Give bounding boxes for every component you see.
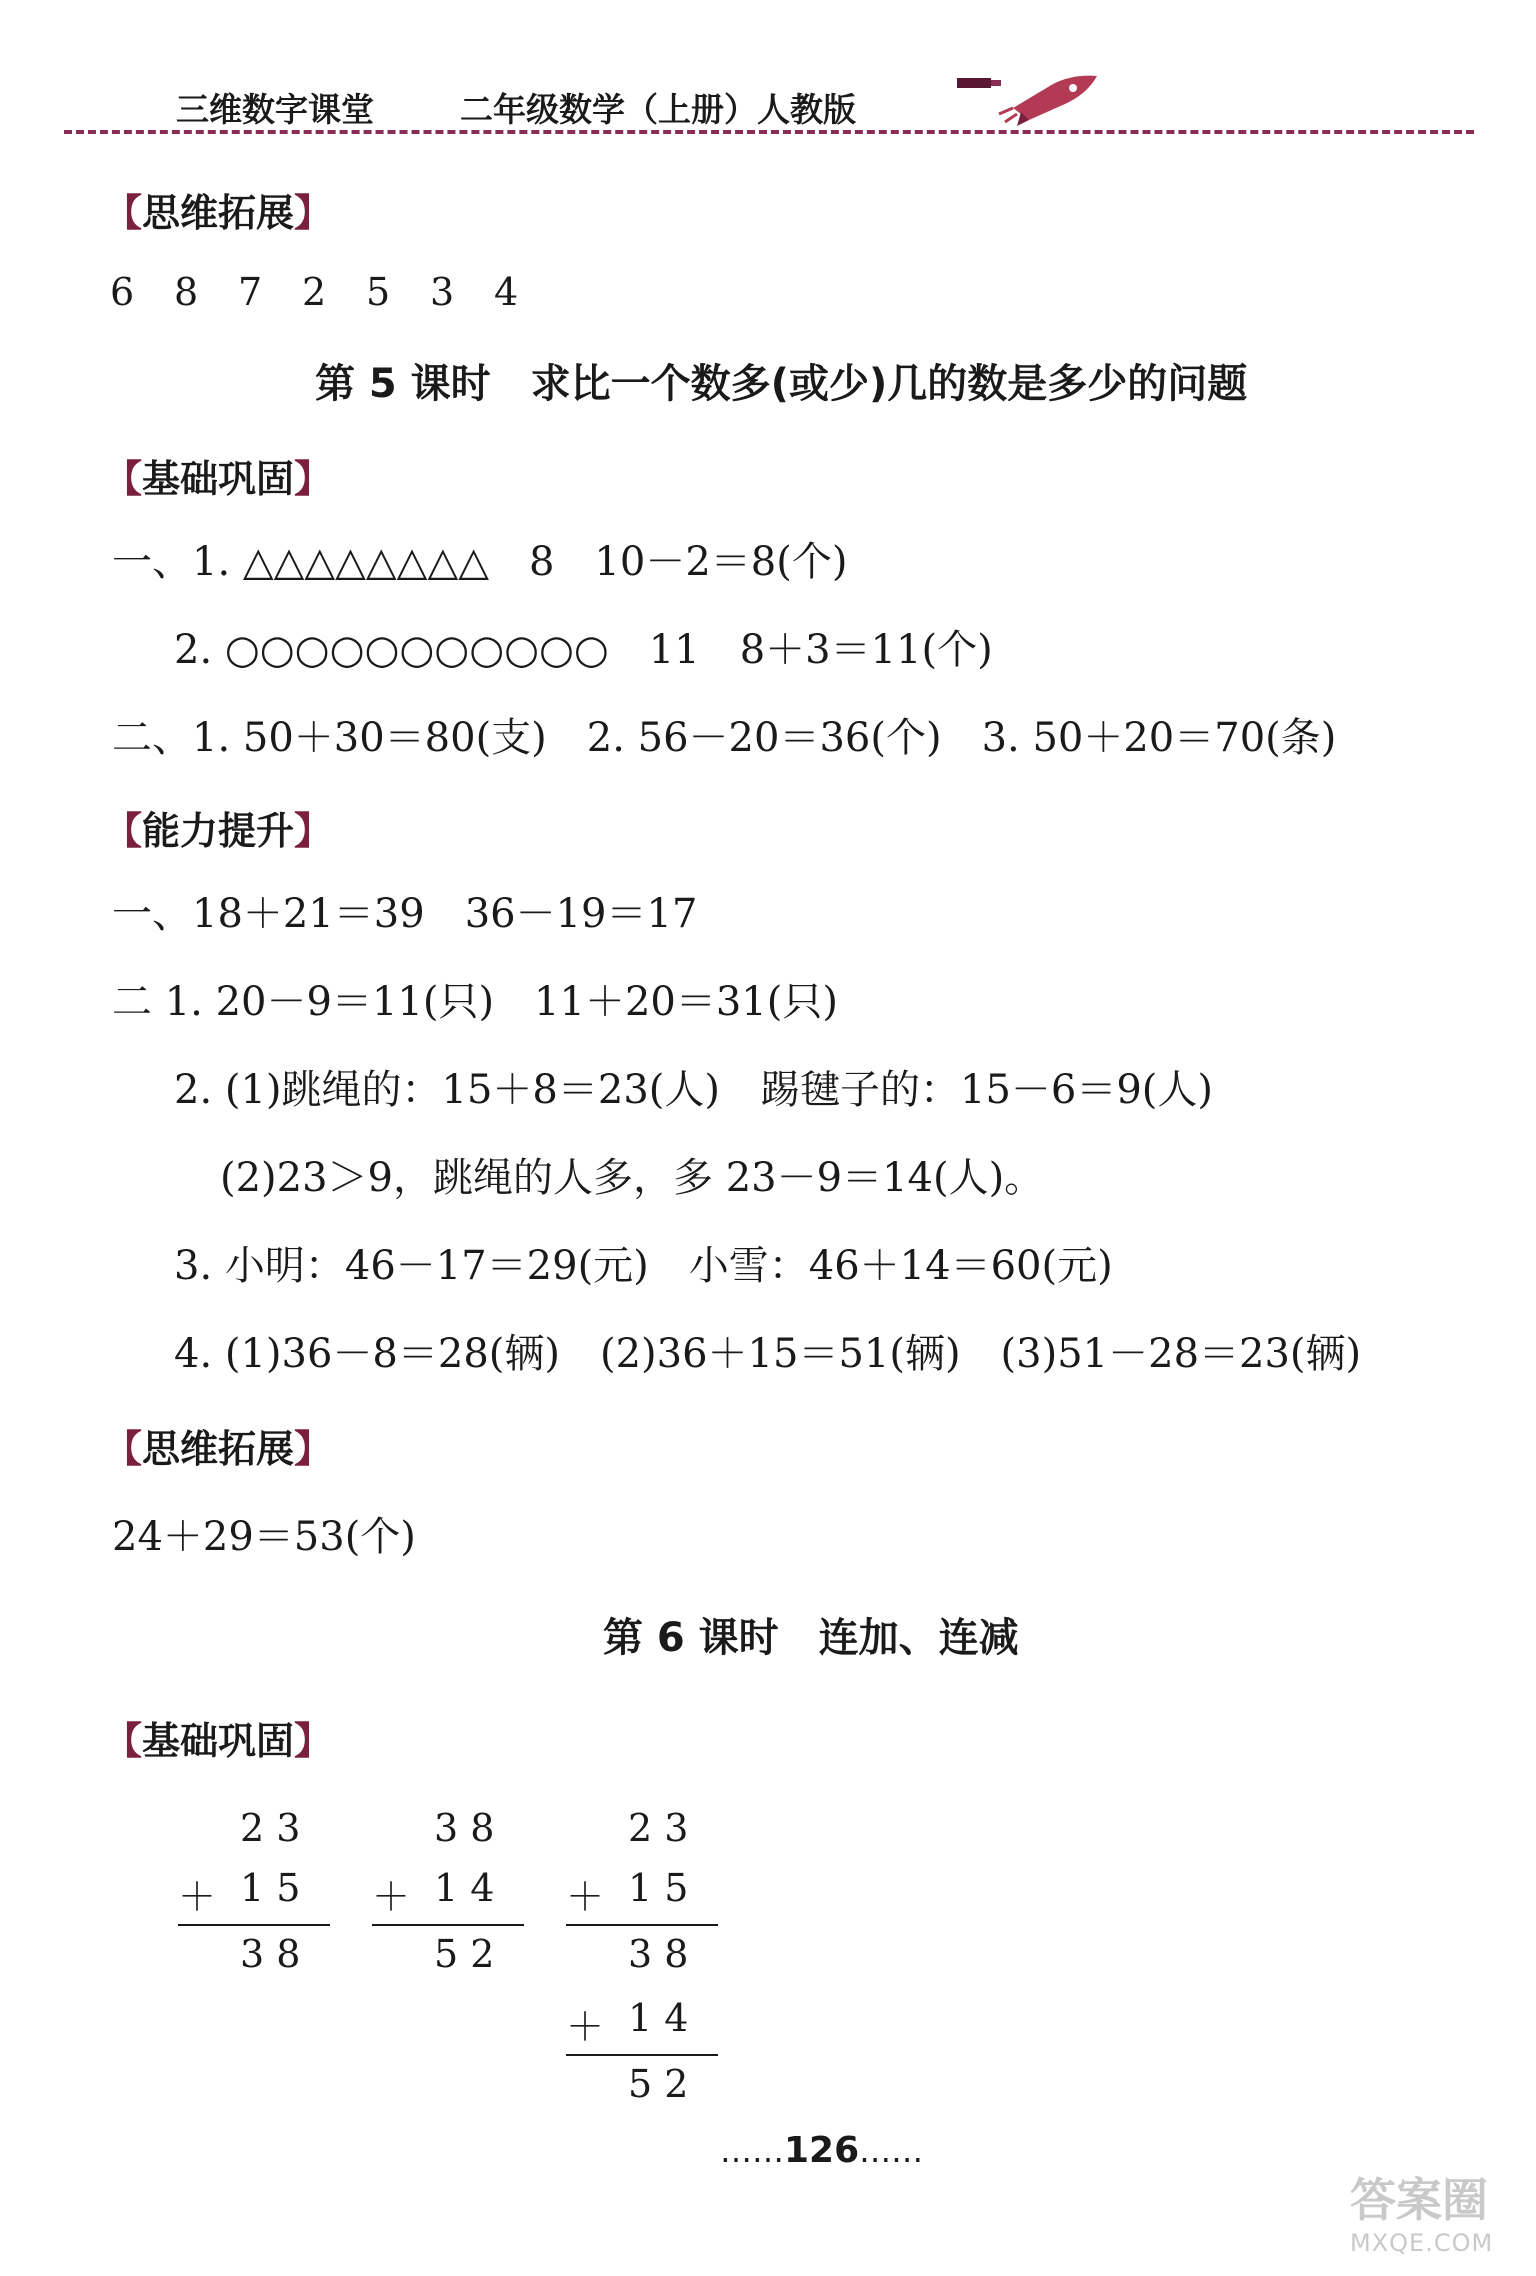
sum-result: 5 2 [628,2062,689,2106]
lesson-6-title: 第 6 课时 连加、连减 [603,1615,1019,1661]
plus-sign: ＋ [566,1875,605,1919]
answer-line: 4. (1)36－8＝28(辆) (2)36＋15＝51(辆) (3)51－28＝23(辆) [174,1331,1362,1377]
answer-line: 2. (1)跳绳的：15＋8＝23(人) 踢毽子的：15－6＝9(人) [174,1067,1214,1113]
rocket-icon [955,68,1115,128]
addend-top: 2 3 [240,1806,301,1850]
section-heading-ability: 【能力提升】 [104,809,333,853]
sum-line [566,1924,718,1926]
addend-top: 2 3 [628,1806,689,1850]
book-series-title: 三维数字课堂 [176,90,374,129]
sequence-number: 7 [238,270,263,314]
plus-sign: ＋ [178,1875,217,1919]
book-subject-title: 二年级数学（上册）人教版 [460,90,856,129]
sequence-number: 8 [174,270,199,314]
sum-line [178,1924,330,1926]
partial-sum: 3 8 [628,1932,689,1976]
answer-line: 24＋29＝53(个) [112,1514,416,1560]
sum-line [372,1924,524,1926]
addend-bottom: 1 5 [628,1866,689,1910]
section-heading-think-1: 【思维拓展】 [104,191,333,235]
answer-line: 一、1. △△△△△△△△ 8 10－2＝8(个) [112,539,848,585]
addend-top: 3 8 [434,1806,495,1850]
sequence-number: 6 [110,270,135,314]
section-heading-think-2: 【思维拓展】 [104,1427,333,1471]
sequence-number: 2 [302,270,327,314]
addend-bottom: 1 4 [434,1866,495,1910]
answer-line: 3. 小明：46－17＝29(元) 小雪：46＋14＝60(元) [174,1243,1113,1289]
sequence-number: 5 [366,270,391,314]
answer-line: 二、1. 50＋30＝80(支) 2. 56－20＝36(个) 3. 50＋20＝70(条) [112,715,1337,761]
plus-sign: ＋ [566,2005,605,2049]
sequence-number: 3 [430,270,455,314]
section-heading-basic-2: 【基础巩固】 [104,1719,333,1763]
watermark-logo: 答案圈 MXQE.COM [1350,2173,1494,2257]
lesson-5-title: 第 5 课时 求比一个数多(或少)几的数是多少的问题 [315,361,1248,407]
sum-line [566,2054,718,2056]
answer-line: 一、18＋21＝39 36－19＝17 [112,891,698,937]
sum-result: 5 2 [434,1932,495,1976]
sum-result: 3 8 [240,1932,301,1976]
plus-sign: ＋ [372,1875,411,1919]
addend-bottom: 1 5 [240,1866,301,1910]
vertical-addition-2 [372,1806,524,1996]
sequence-number: 4 [494,270,519,314]
answer-line: 2. ○○○○○○○○○○○ 11 8＋3＝11(个) [174,627,993,673]
answer-line: 二 1. 20－9＝11(只) 11＋20＝31(只) [112,979,838,1025]
vertical-addition-3 [566,1806,718,2136]
vertical-addition-1 [178,1806,330,1996]
page-number: ……126…… [720,2130,924,2171]
addend-bottom: 1 4 [628,1996,689,2040]
section-heading-basic-1: 【基础巩固】 [104,457,333,501]
header-divider [64,130,1474,134]
answer-line: (2)23＞9，跳绳的人多，多 23－9＝14(人)。 [220,1155,1045,1201]
